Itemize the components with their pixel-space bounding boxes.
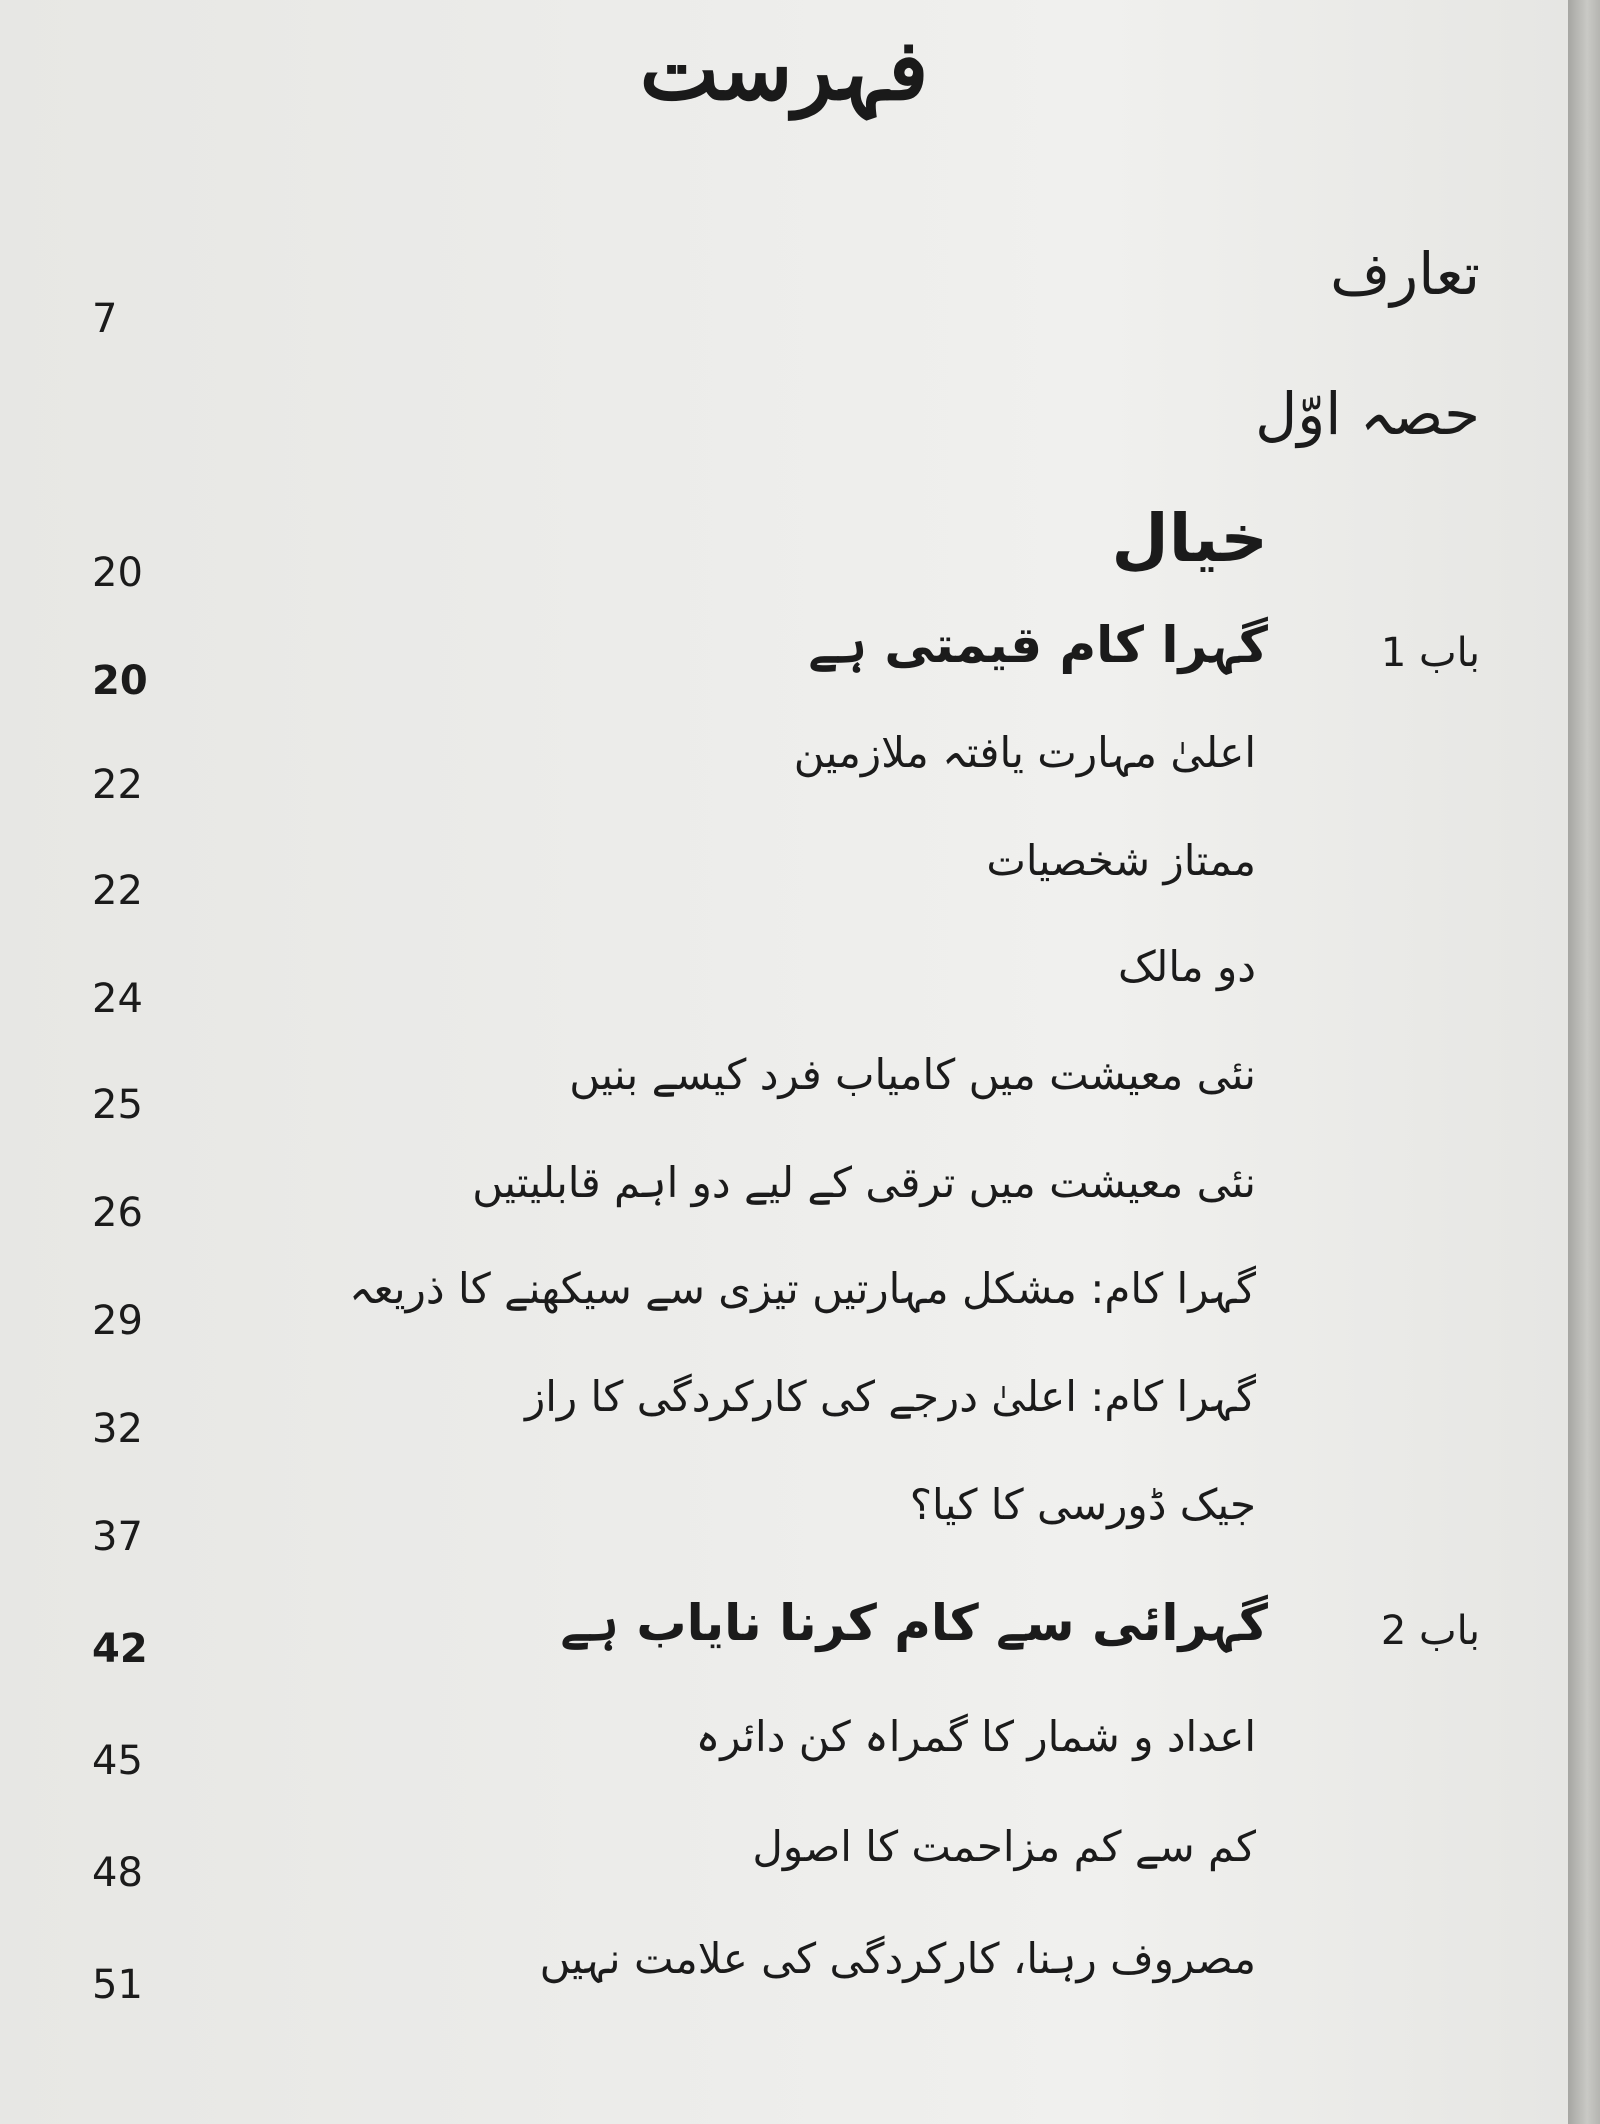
page-number-part-one-title: 20 — [92, 550, 143, 596]
toc-entry-page: 25 — [92, 1082, 143, 1128]
toc-entry: کم سے کم مزاحمت کا اصول — [752, 1822, 1256, 1871]
page-number-chapter-1: 20 — [92, 658, 148, 704]
toc-entry: جیک ڈورسی کا کیا؟ — [909, 1480, 1256, 1529]
toc-entry: دو مالک — [1117, 942, 1256, 991]
toc-entry: ممتاز شخصیات — [986, 836, 1256, 885]
chapter-label-1: باب 1 — [1380, 630, 1480, 676]
toc-entry-page: 26 — [92, 1190, 143, 1236]
page-title: فہرست — [639, 20, 929, 119]
page-number-chapter-2: 42 — [92, 1626, 148, 1672]
page-edge — [1568, 0, 1600, 2124]
toc-entry-page: 32 — [92, 1406, 143, 1452]
toc-entry: اعلیٰ مہارت یافتہ ملازمین — [793, 728, 1256, 777]
chapter-title-2: گہرائی سے کام کرنا نایاب ہے — [560, 1594, 1268, 1652]
toc-entry-page: 37 — [92, 1514, 143, 1560]
toc-entry: نئی معیشت میں ترقی کے لیے دو اہم قابلیتیں — [472, 1158, 1256, 1207]
toc-entry-page: 24 — [92, 976, 143, 1022]
toc-entry-page: 22 — [92, 762, 143, 808]
toc-entry: گہرا کام: مشکل مہارتیں تیزی سے سیکھنے کا ذریعہ — [349, 1264, 1256, 1313]
toc-entry: اعداد و شمار کا گمراہ کن دائرہ — [695, 1712, 1256, 1761]
heading-part-one: حصہ اوّل — [1255, 380, 1480, 448]
toc-entry-page: 22 — [92, 868, 143, 914]
heading-part-one-title: خیال — [1111, 500, 1268, 577]
toc-entry-page: 45 — [92, 1738, 143, 1784]
toc-entry: مصروف رہنا، کارکردگی کی علامت نہیں — [539, 1934, 1256, 1983]
toc-entry-page: 29 — [92, 1298, 143, 1344]
chapter-label-2: باب 2 — [1380, 1608, 1480, 1654]
page-number-intro: 7 — [92, 296, 118, 342]
toc-entry: نئی معیشت میں کامیاب فرد کیسے بنیں — [569, 1050, 1256, 1099]
toc-entry: گہرا کام: اعلیٰ درجے کی کارکردگی کا راز — [524, 1372, 1256, 1421]
toc-entry-page: 48 — [92, 1850, 143, 1896]
chapter-title-1: گہرا کام قیمتی ہے — [808, 616, 1268, 674]
heading-intro: تعارف — [1330, 240, 1480, 308]
toc-entry-page: 51 — [92, 1962, 143, 2008]
